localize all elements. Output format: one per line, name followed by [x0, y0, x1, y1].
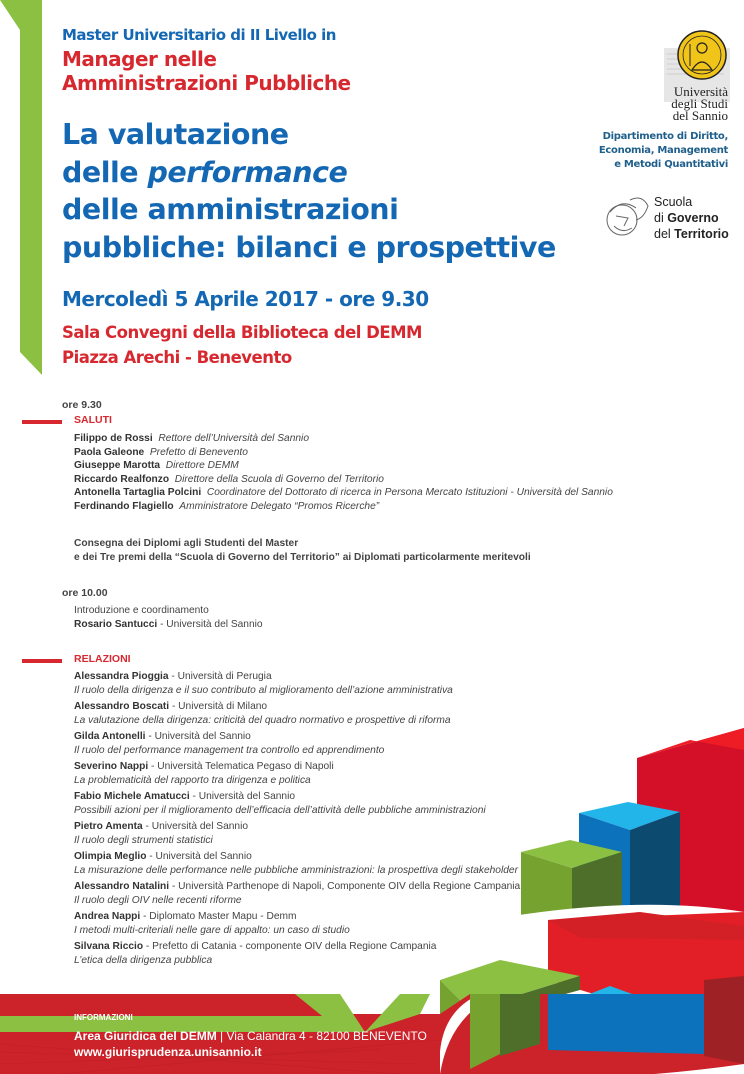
master-subtitle: Master Universitario di II Livello in — [62, 26, 336, 44]
school-name-line3-b: Territorio — [674, 227, 729, 241]
time-930: ore 9.30 — [62, 399, 102, 411]
department-line2: Economia, Management — [598, 145, 728, 156]
title-line2-a: delle — [62, 155, 148, 189]
speaker-name: Olimpia Meglio — [74, 851, 147, 862]
section-relazioni: RELAZIONI — [74, 653, 131, 665]
school-name-line3-a: del — [654, 227, 675, 241]
greeting-name: Riccardo Realfonzo — [74, 473, 170, 485]
speaker-name: Andrea Nappi — [74, 911, 141, 922]
speaker-affiliation: - Università di Perugia — [168, 671, 272, 682]
title-line2 — [62, 154, 556, 192]
event-venue — [62, 320, 422, 370]
event-date: Mercoledì 5 Aprile 2017 - ore 9.30 — [62, 287, 429, 311]
university-name-line1: Università — [673, 84, 728, 99]
talk-title: La valutazione della dirigenza: criticità del quadro normativo e prospettive di riforma — [74, 714, 451, 726]
diplomas-line1: Consegna dei Diplomi agli Studenti del Master — [74, 538, 299, 549]
talk-title: L’etica della dirigenza pubblica — [74, 954, 213, 966]
greeting-item — [74, 459, 613, 473]
master-name — [62, 47, 351, 95]
talk-title: La problematicità del rapporto tra dirigenza e politica — [74, 774, 311, 786]
speaker-affiliation: - Università di Milano — [169, 701, 268, 712]
page-title — [62, 116, 556, 266]
university-name — [668, 86, 728, 122]
department-line3: e Metodi Quantitativi — [614, 159, 728, 170]
greeting-item — [74, 446, 613, 460]
greeting-name: Giuseppe Marotta — [74, 460, 161, 471]
footer-area: Area Giuridica del DEMM — [74, 1029, 217, 1043]
greetings-list — [74, 432, 613, 513]
greeting-name: Filippo de Rossi — [74, 433, 153, 444]
footer-chart-overlay — [440, 994, 744, 1074]
greeting-name: Ferdinando Flagiello — [74, 500, 174, 512]
speaker-affiliation: - Università del Sannio — [142, 821, 249, 832]
speaker-name: Severino Nappi — [74, 761, 149, 772]
greeting-name: Antonella Tartaglia Polcini — [74, 487, 202, 498]
talk-title: Il ruolo degli OIV nelle recenti riforme — [74, 894, 242, 906]
coordinator — [74, 618, 263, 632]
master-name-line1: Manager nelle — [62, 47, 217, 71]
venue-line1: Sala Convegni della Biblioteca del DEMM — [62, 323, 422, 342]
talk-title: Possibili azioni per il miglioramento dell’efficacia dell’attività delle pubbliche amministrazioni — [74, 804, 486, 816]
logo-area — [598, 30, 738, 260]
speaker-name: Alessandra Pioggia — [74, 671, 169, 682]
speaker-affiliation: - Università del Sannio — [145, 731, 251, 742]
diplomas-line2: e dei Tre premi della “Scuola di Governo del Territorio” ai Diplomati particolarmente meritevoli — [74, 551, 531, 563]
speaker-name: Fabio Michele Amatucci — [74, 791, 190, 802]
school-name-line2-a: di — [654, 211, 668, 225]
venue-line2: Piazza Arechi - Benevento — [62, 348, 292, 367]
school-name-line3 — [654, 226, 729, 242]
section-marker-saluti — [22, 420, 62, 424]
left-green-bar — [0, 0, 60, 380]
speaker-name: Pietro Amenta — [74, 821, 143, 832]
coordinator-affiliation: - Università del Sannio — [157, 618, 263, 630]
greeting-item — [74, 486, 613, 500]
master-name-line2: Amministrazioni Pubbliche — [62, 71, 351, 95]
school-name — [654, 194, 729, 242]
speaker-affiliation: - Diplomato Master Mapu - Demm — [140, 911, 297, 922]
talk-title: Il ruolo della dirigenza e il suo contributo al miglioramento dell’azione amministrativa — [74, 684, 453, 696]
department-line1: Dipartimento di Diritto, — [602, 131, 728, 142]
greeting-item — [74, 500, 613, 514]
speaker-affiliation: - Università Parthenope di Napoli, Componente OIV della Regione Campania — [169, 881, 521, 892]
greeting-role: Rettore dell’Università del Sannio — [158, 433, 309, 444]
coordinator-name: Rosario Santucci — [74, 618, 158, 630]
speaker-affiliation: - Università del Sannio — [189, 791, 296, 802]
greeting-role: Direttore della Scuola di Governo del Territorio — [174, 473, 384, 485]
footer-info-label: INFORMAZIONI — [74, 1013, 133, 1022]
greeting-role: Prefetto di Benevento — [149, 446, 248, 458]
talk-title: I metodi multi-criteriali nelle gare di appalto: un caso di studio — [74, 924, 350, 936]
speaker-affiliation: - Università del Sannio — [146, 851, 252, 862]
footer-address — [74, 1029, 427, 1043]
school-logo-icon — [600, 190, 652, 240]
school-name-line2 — [654, 210, 729, 226]
greeting-role: Coordinatore del Dottorato di ricerca in Persona Mercato Istituzioni - Università del Sannio — [206, 487, 613, 498]
diplomas-ceremony — [74, 537, 531, 564]
footer-street: | Via Calandra 4 - 82100 BENEVENTO — [216, 1029, 427, 1043]
school-name-line1: Scuola — [654, 195, 693, 209]
section-saluti: SALUTI — [74, 414, 112, 426]
section-marker-relazioni — [22, 659, 62, 663]
school-name-line2-b: Governo — [667, 211, 719, 225]
footer-website-link[interactable]: www.giurisprudenza.unisannio.it — [74, 1045, 262, 1059]
title-line2-b: performance — [147, 155, 348, 189]
time-1000: ore 10.00 — [62, 587, 108, 599]
greeting-name: Paola Galeone — [74, 446, 145, 458]
title-line3: delle amministrazioni — [62, 193, 399, 226]
speaker-name: Gilda Antonelli — [74, 731, 146, 742]
greeting-role: Direttore DEMM — [165, 460, 239, 471]
speaker-name: Alessandro Boscati — [74, 701, 170, 712]
university-name-line3: del Sannio — [672, 108, 728, 123]
introduction-block — [74, 604, 263, 631]
greeting-item — [74, 473, 613, 487]
talk-title: Il ruolo degli strumenti statistici — [74, 834, 213, 846]
greeting-role: Amministratore Delegato “Promos Ricerche” — [179, 500, 380, 512]
talk-title: La misurazione delle performance nelle pubbliche amministrazioni: la prospettiva degli stakeholder — [74, 864, 518, 876]
speaker-affiliation: - Prefetto di Catania - componente OIV della Regione Campania — [143, 941, 437, 952]
speaker-name: Silvana Riccio — [74, 941, 144, 952]
introduction-label: Introduzione e coordinamento — [74, 605, 209, 616]
talk-title: Il ruolo del performance management tra controllo ed apprendimento — [74, 744, 385, 756]
department-name — [599, 130, 728, 172]
speaker-name: Alessandro Natalini — [74, 881, 170, 892]
speaker-affiliation: - Università Telematica Pegaso di Napoli — [148, 761, 334, 772]
university-name-line2: degli Studi — [671, 96, 728, 111]
title-line1: La valutazione — [62, 118, 289, 151]
title-line4: pubbliche: bilanci e prospettive — [62, 230, 556, 264]
greeting-item — [74, 432, 613, 446]
